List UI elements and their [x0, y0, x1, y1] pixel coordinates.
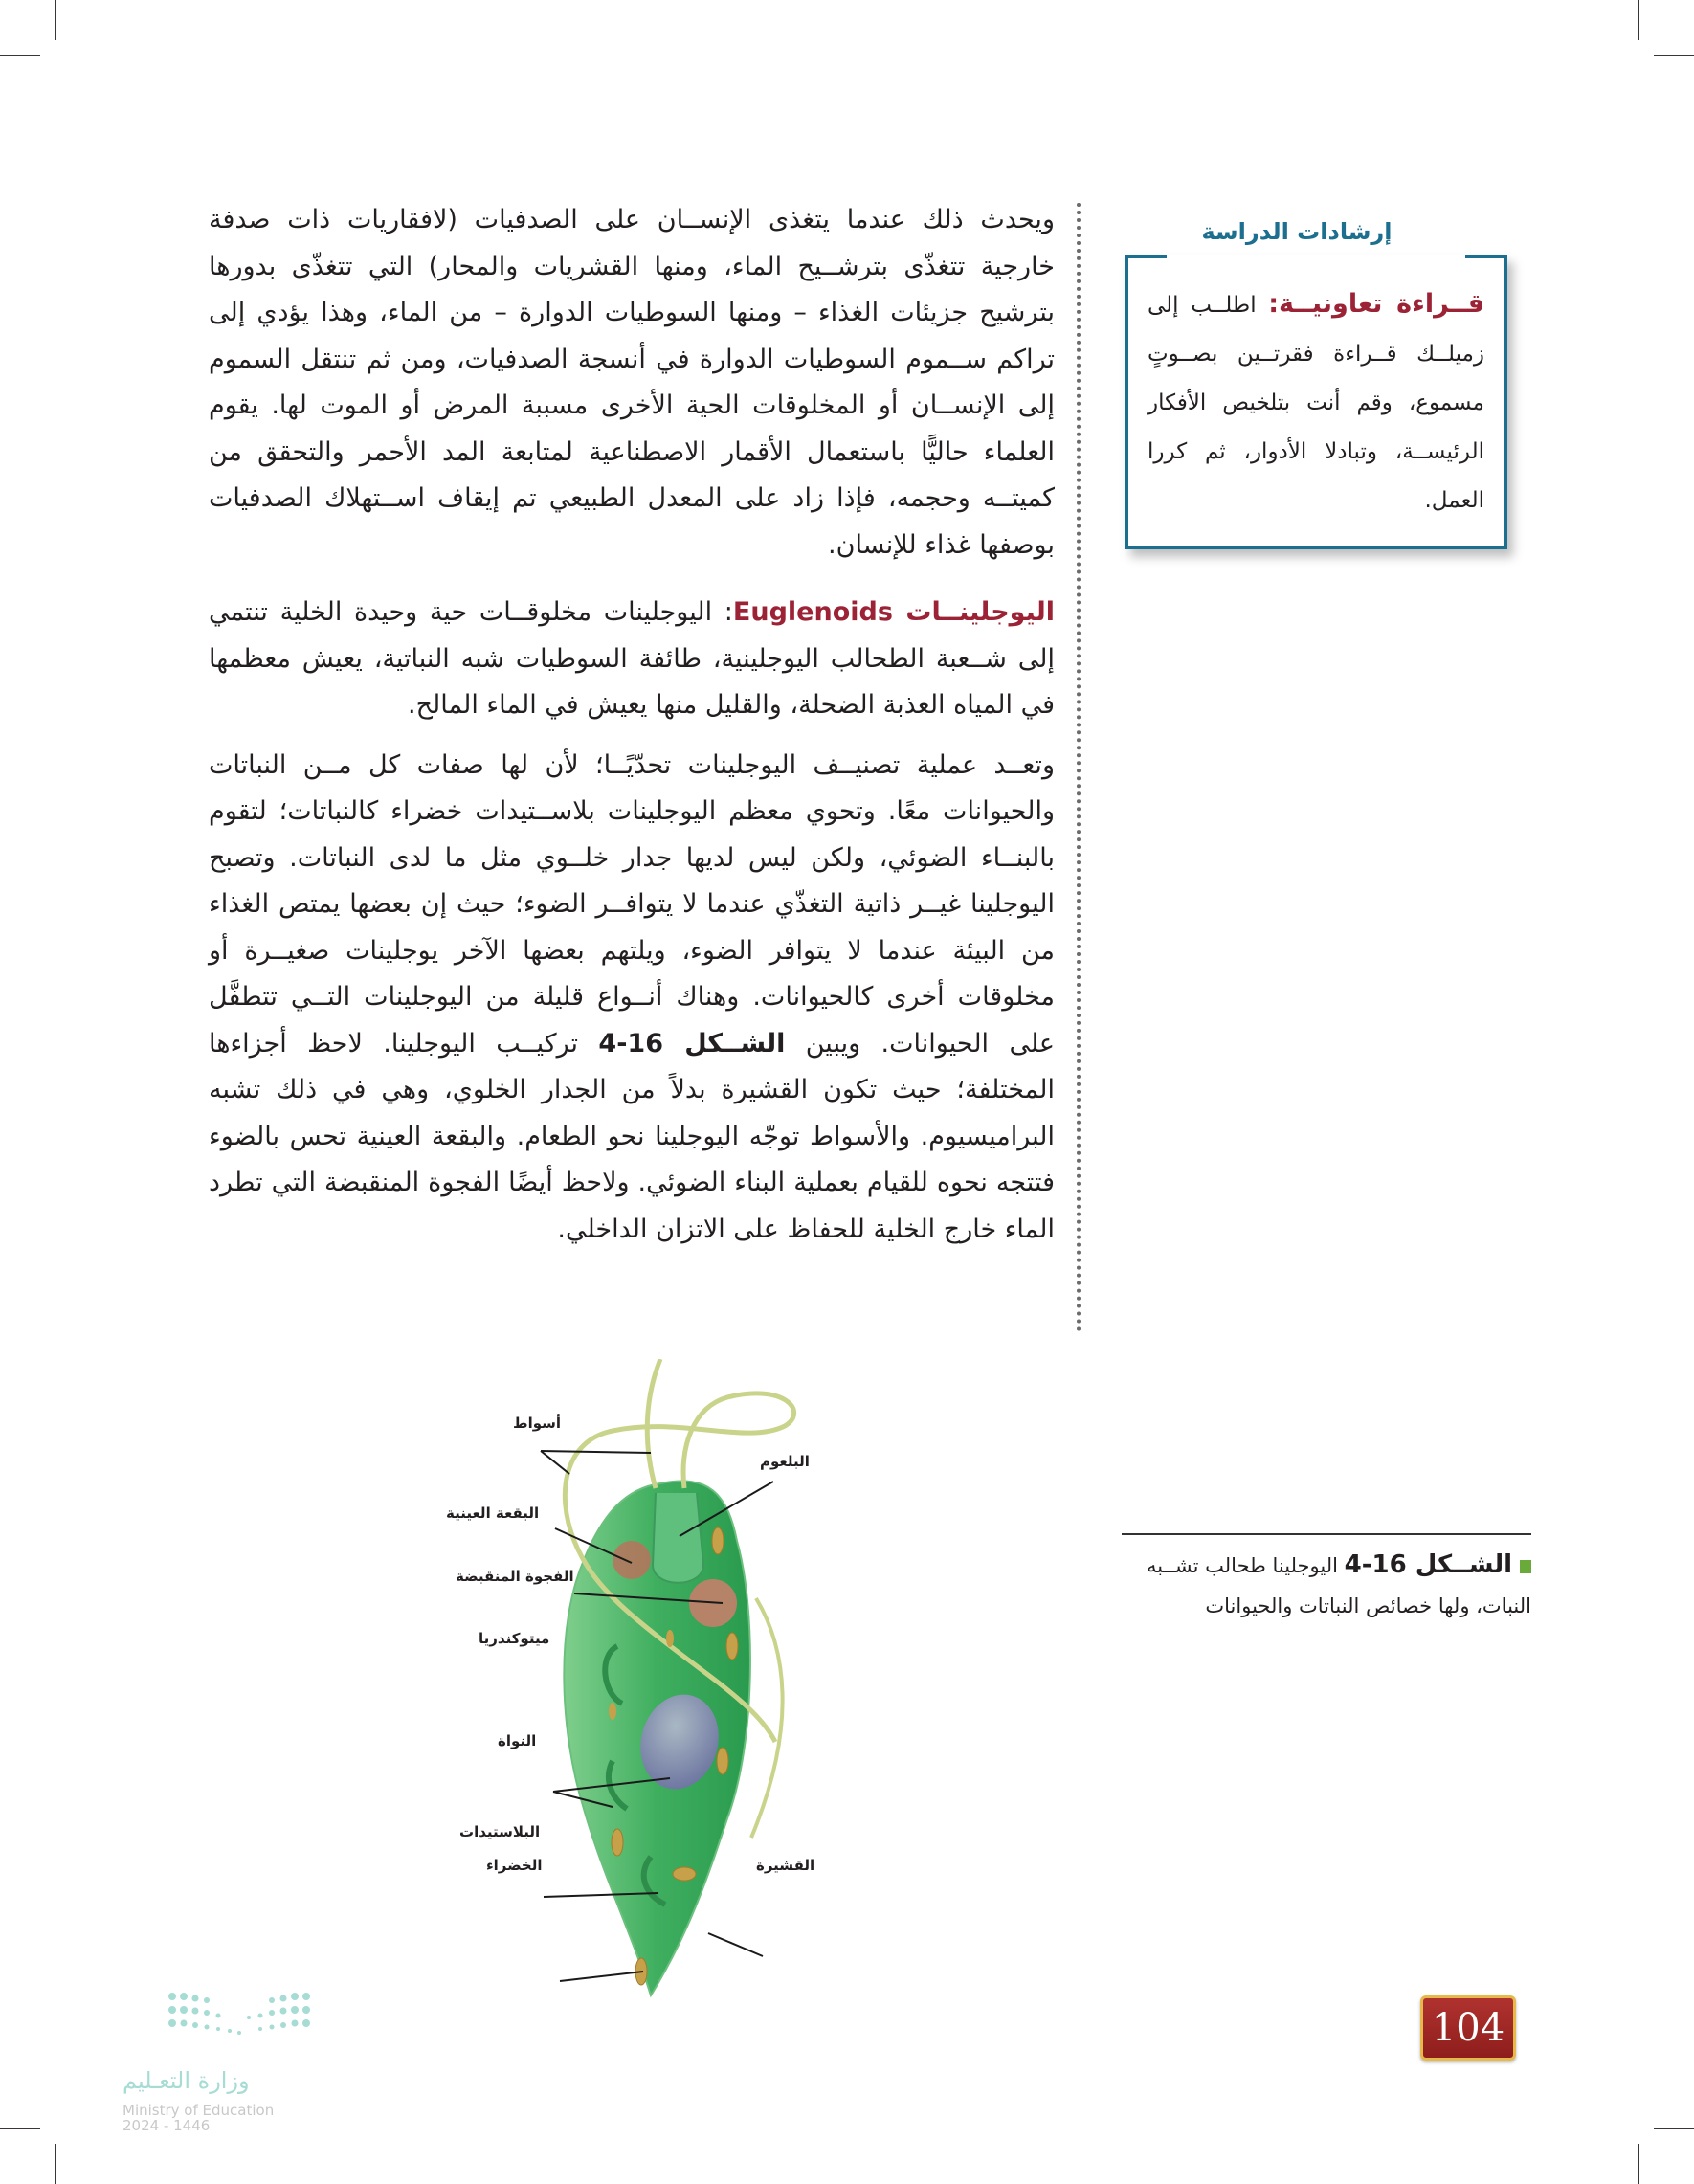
- tip-body: اطلــب إلى زميلــك قــراءة فقرتــين بصــوتٍ مسموع، وقم أنت بتلخيص الأفكار الرئيســة، وتبادلا الأدوار، ثم كررا العمل.: [1148, 293, 1484, 513]
- caption-bullet-icon: [1520, 1560, 1531, 1573]
- label-flagella: أسواط: [513, 1415, 562, 1432]
- logo-year: 2024 - 1446: [123, 2117, 211, 2134]
- crop-mark: [55, 0, 56, 40]
- crop-mark: [1654, 55, 1694, 56]
- crop-mark: [0, 2128, 40, 2129]
- logo-arabic-text: وزارة التعـليم: [123, 2067, 250, 2094]
- label-pellicle: القشيرة: [756, 1857, 815, 1874]
- study-guide-title: إرشادات الدراسة: [1201, 218, 1393, 245]
- caption-rule: [1122, 1533, 1531, 1535]
- crop-mark: [55, 2144, 56, 2184]
- page-number-badge: 104: [1420, 1995, 1516, 2061]
- crop-mark: [1654, 2128, 1694, 2129]
- column-divider: [1077, 203, 1081, 1332]
- tip-text: [1148, 279, 1484, 525]
- label-nucleus: النواة: [498, 1732, 537, 1749]
- logo-english-text: Ministry of Education: [123, 2102, 275, 2119]
- ministry-logo: [96, 1991, 325, 2134]
- term-euglenoids: اليوجلينــات Euglenoids: [732, 597, 1056, 627]
- colon: :: [712, 597, 733, 627]
- cooperative-reading-box: [1125, 255, 1507, 549]
- paragraph-euglenoids-intro: [209, 590, 1055, 729]
- figure-reference: الشــكل 16-4: [598, 1028, 786, 1059]
- tip-heading: قــراءة تعاونيــة:: [1268, 289, 1485, 319]
- crop-mark: [0, 55, 40, 56]
- crop-mark: [1638, 0, 1639, 40]
- paragraph-text: اليوجلينات مخلوقــات حية وحيدة الخلية تنتمي إلى شــعبة الطحالب اليوجلينية، طائفة السوطيات شبه النباتية، يعيش معظمها في المياه العذبة الضحلة، والقليل منها يعيش في الماء المالح.: [209, 597, 1055, 720]
- logo-dots-icon: [163, 1991, 316, 2048]
- paragraph-classification: [209, 743, 1055, 1254]
- paragraph-red-tide: ويحدث ذلك عندما يتغذى الإنســان على الصدفيات (لافقاريات ذات صدفة خارجية تتغذّى بترشــيح الماء، ومنها القشريات والمحار) التي تتغذّى بدورها بترشيح جزيئات الغذاء – ومنها السوطيات الدوارة – من الماء، وهذا يؤدي إلى تراكم ســموم السوطيات الدوارة في أنسجة الصدفيات، ومن ثم تنتقل السموم إلى الإنســان أو المخلوقات الحية الأخرى مسببة المرض أو الموت لها. يقوم العلماء حاليًّا باستعمال الأقمار الاصطناعية لمتابعة المد الأحمر والتحقق من كميتــه وحجمه، فإذا زاد على المعدل الطبيعي تم إيقاف اســتهلاك الصدفيات بوصفها غذاء للإنسان.: [209, 205, 1055, 560]
- euglena-diagram: [440, 1359, 871, 2019]
- label-chloroplasts-2: الخضراء: [486, 1857, 543, 1874]
- label-chloroplasts: البلاستيدات: [459, 1823, 541, 1840]
- caption-text: اليوجلينا طحالب تشــبه النبات، ولها خصائص النباتات والحيوانات: [1147, 1554, 1531, 1617]
- figure-caption: [1122, 1545, 1531, 1626]
- label-gullet: البلعوم: [760, 1453, 810, 1470]
- label-eyespot: البقعة العينية: [446, 1504, 540, 1522]
- main-text-column: [209, 197, 1055, 1253]
- box-border-gap: [1167, 255, 1465, 258]
- paragraph-text: وتعــد عملية تصنيــف اليوجلينات تحدّيًــا؛ لأن لها صفات كل مــن النباتات والحيوانات معًا. وتحوي معظم اليوجلينات بلاســتيدات خضراء كالنباتات؛ لتقوم بالبنــاء الضوئي، ولكن ليس لديها جدار خلــوي مثل ما لدى النباتات. وتصبح اليوجلينا غيــر ذاتية التغذّي عندما لا يتوافــر الضوء؛ حيث إن بعضها يمتص الغذاء من البيئة عندما لا يتوافر الضوء، ويلتهم بعضها الآخر يوجلينات صغيــرة أو مخلوقات أخرى كالحيوانات. وهناك أنــواع قليلة من اليوجلينات التــي تتطفَّل على الحيوانات. ويبين: [209, 749, 1056, 1059]
- caption-figure-label: الشــكل 16-4: [1344, 1550, 1512, 1579]
- crop-mark: [1638, 2144, 1639, 2184]
- label-mitochondria: ميتوكندريا: [479, 1630, 550, 1647]
- label-contractile-vacuole: الفجوة المنقبضة: [456, 1568, 574, 1585]
- paragraph-text: تركيــب اليوجلينا. لاحظ أجزاءها المختلفة؛ حيث تكون القشيرة بدلاً من الجدار الخلوي، وهي في ذلك تشبه البراميسيوم. والأسواط توجّه اليوجلينا نحو الطعام. والبقعة العينية تحس بالضوء فتتجه نحوه للقيام بعملية البناء الضوئي. ولاحظ أيضًا الفجوة المنقبضة التي تطرد الماء خارج الخلية للحفاظ على الاتزان الداخلي.: [209, 1028, 1055, 1244]
